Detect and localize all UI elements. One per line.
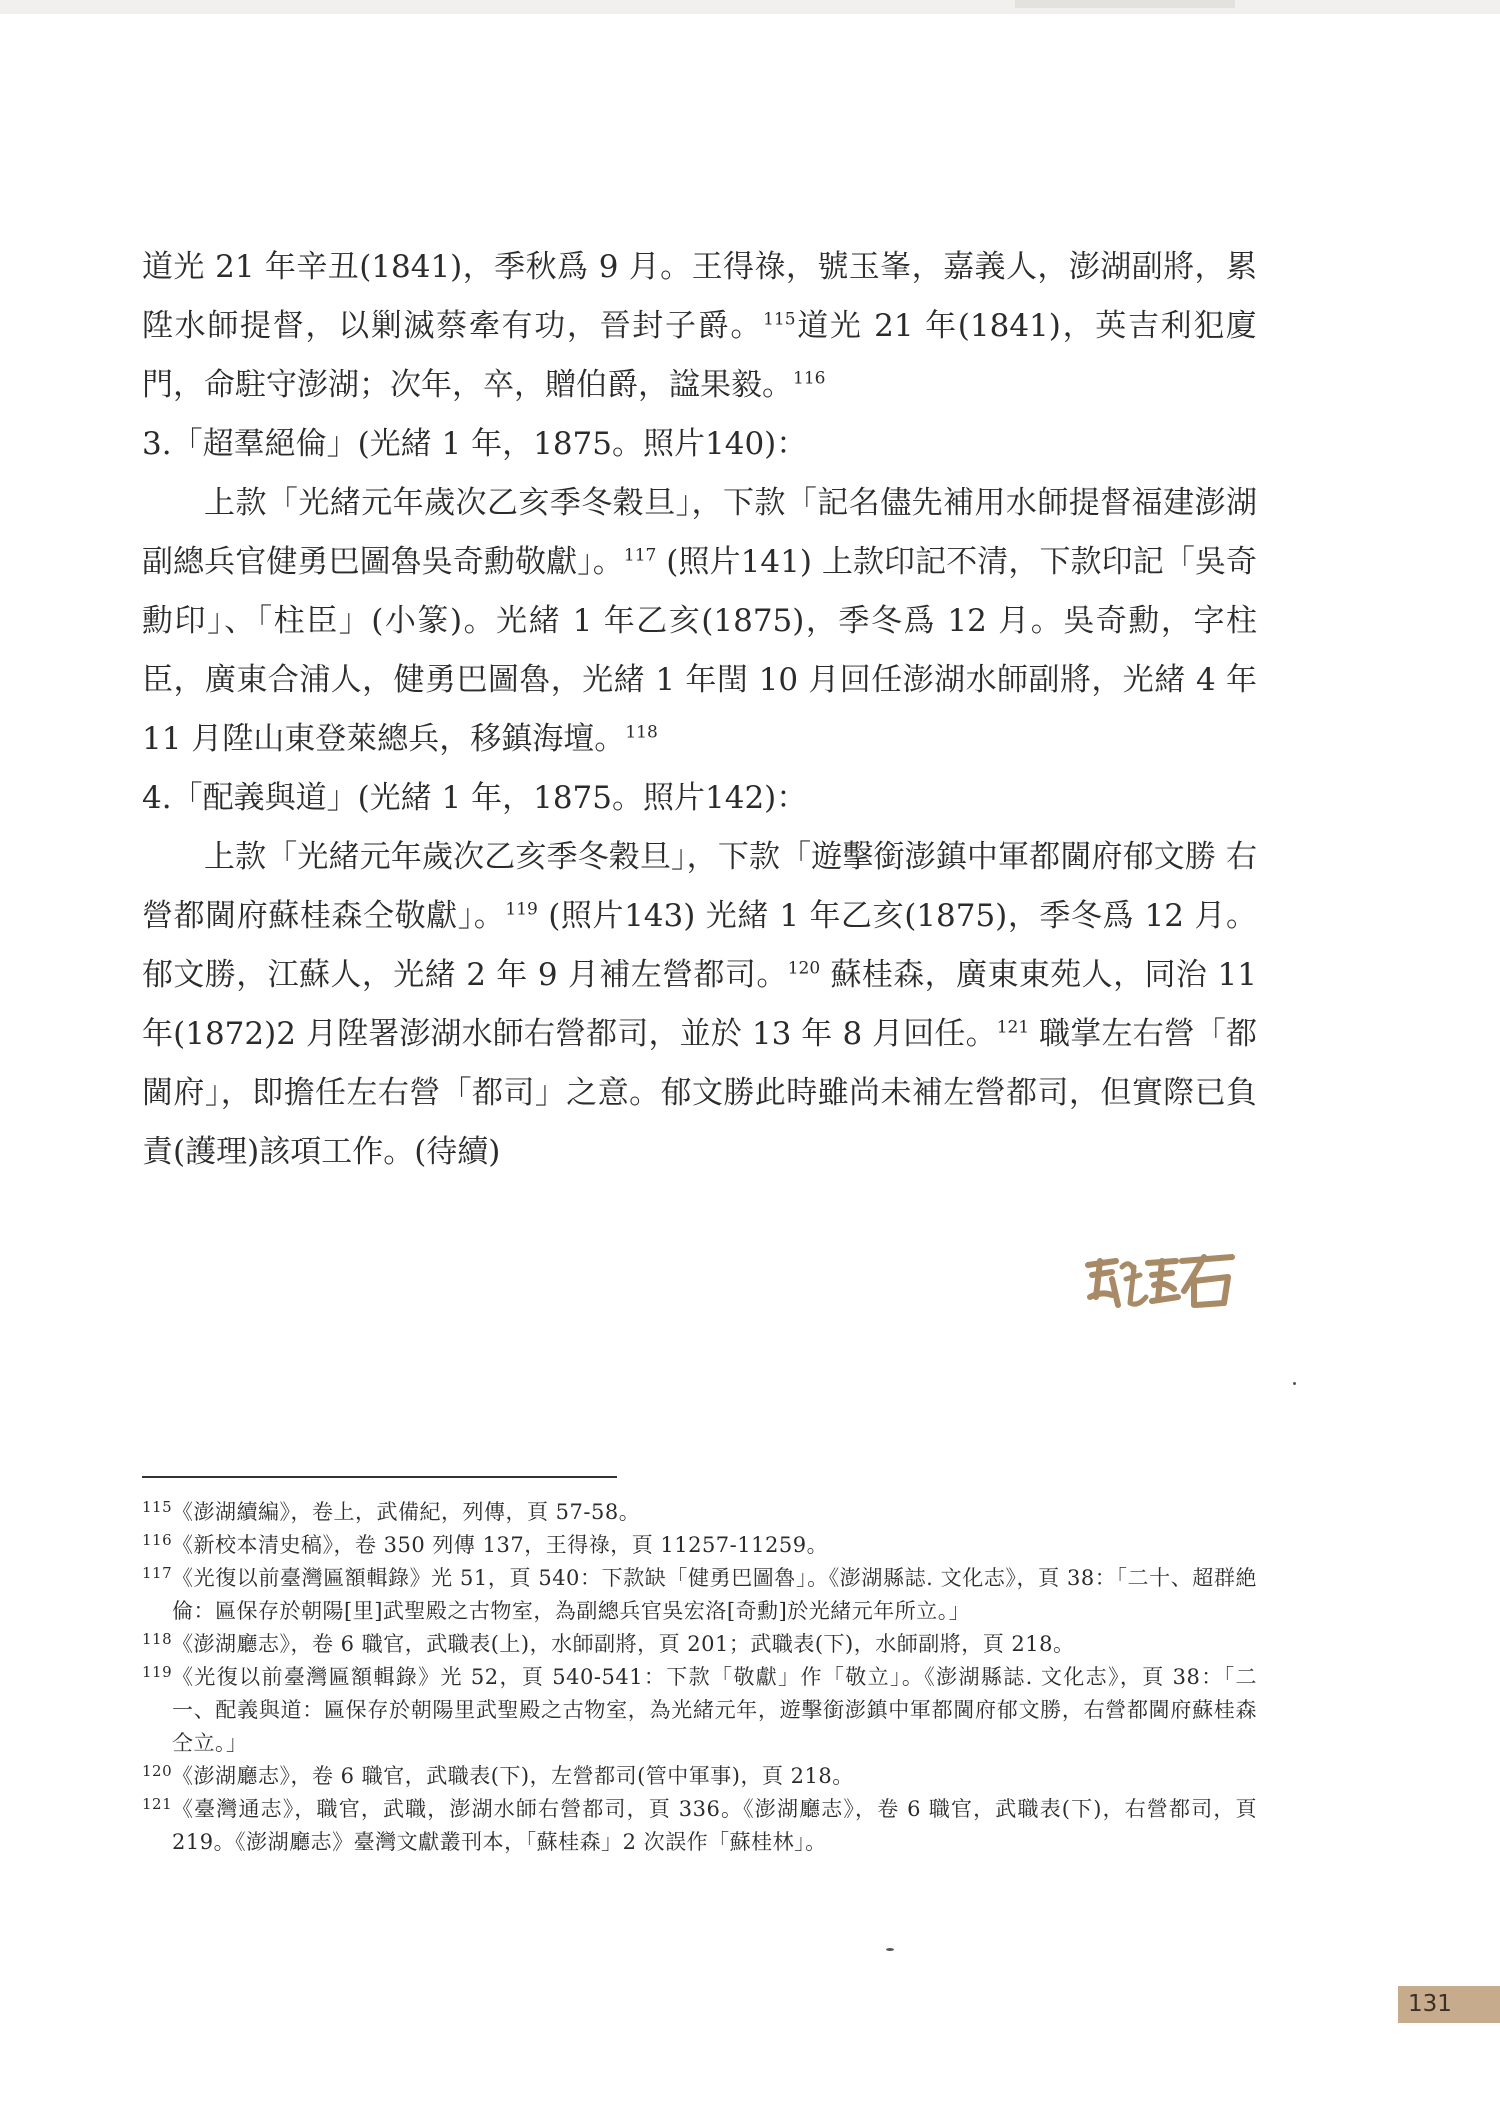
footnote-divider xyxy=(142,1476,617,1478)
list-item-3: 3.「超羣絕倫」(光緒 1 年，1875。照片140)： xyxy=(142,426,808,462)
list-item-4: 4.「配義與道」(光緒 1 年，1875。照片142)： xyxy=(142,780,808,816)
paragraph-2: 上款「光緒元年歲次乙亥季冬穀旦」，下款「記名儘先補用水師提督福建澎湖副總兵官健勇巴圖魯吳奇勳敬獻」。$^{117}$ (照片141) 上款印記不清，下款印記「吳奇勳印」、「柱臣」(小篆)。光緒 1 年乙亥(1875)，季冬爲 12 月。吳奇勳，字柱臣，廣東合浦人，健勇巴圖魯，光緒 1 年閏 10 月回任澎湖水師副將，光緒 4 年 11 月陞山東登萊總兵，移鎮海壇。$^{118}$ xyxy=(142,485,1257,757)
footnote-120: 120 《澎湖廳志》，卷 6 職官，武職表(下)，左營都司(管中軍事)，頁 218。 xyxy=(142,1762,854,1788)
footnotes xyxy=(142,1496,1257,1859)
footnote-119: 119 《光復以前臺灣匾額輯錄》光 52，頁 540-541：下款「敬獻」作「敬立」。《澎湖縣誌. 文化志》，頁 38：「二一、配義與道：匾保存於朝陽里武聖殿之古物室，為光緒元年，遊擊銜澎鎮中軍都閫府郁文勝，右營都閫府蘇桂森仝立。」 xyxy=(142,1663,1257,1755)
footnote-121: 121 《臺灣通志》，職官，武職，澎湖水師右營都司，頁 336。《澎湖廳志》，卷 6 職官，武職表(下)，右營都司，頁 219。《澎湖廳志》臺灣文獻叢刊本，「蘇桂森」2 次誤作「蘇桂林」。 xyxy=(142,1795,1257,1854)
paragraph-3: 上款「光緒元年歲次乙亥季冬穀旦」，下款「遊擊銜澎鎮中軍都閫府郁文勝 右營都閫府蘇桂森仝敬獻」。$^{119}$ (照片143) 光緒 1 年乙亥(1875)，季冬爲 12 月。郁文勝，江蘇人，光緒 2 年 9 月補左營都司。$^{120}$ 蘇桂森，廣東東苑人，同治 11 年(1872)2 月陞署澎湖水師右營都司，並於 13 年 8 月回任。$^{121}$ 職掌左右營「都閫府」，即擔任左右營「都司」之意。郁文勝此時雖尚未補左營都司，但實際已負責(護理)該項工作。(待續) xyxy=(142,839,1258,1170)
footnote-ref[interactable]: 118 xyxy=(625,722,658,743)
footnote-ref[interactable]: 116 xyxy=(793,368,826,389)
main-text xyxy=(142,238,1257,1182)
calligraphy-logo xyxy=(1082,1245,1242,1315)
footnote-117: 117 《光復以前臺灣匾額輯錄》光 51，頁 540：下款缺「健勇巴圖魯」。《澎湖縣誌. 文化志》，頁 38：「二十、超群絶倫：匾保存於朝陽[里]武聖殿之古物室，為副總兵官吳宏洛[奇勳]於光緒元年所立。」 xyxy=(142,1564,1257,1623)
footnote-118: 118 《澎湖廳志》，卷 6 職官，武職表(上)，水師副將，頁 201；武職表(下)，水師副將，頁 218。 xyxy=(142,1630,1075,1656)
paragraph-1: 道光 21 年辛丑(1841)，季秋爲 9 月。王得祿，號玉峯，嘉義人，澎湖副將，累陞水師提督，以剿滅蔡牽有功，晉封子爵。$^{115}$道光 21 年(1841)，英吉利犯廈門，命駐守澎湖；次年，卒，贈伯爵，諡果毅。$^{116}$ xyxy=(142,249,1258,403)
footnote-ref[interactable]: 117 xyxy=(623,545,657,566)
footnote-116: 116 《新校本清史稿》，卷 350 列傳 137，王得祿，頁 11257-11259。 xyxy=(142,1531,829,1557)
footnote-ref[interactable]: 115 xyxy=(763,309,796,330)
scan-speck xyxy=(886,1948,894,1951)
footnote-ref[interactable]: 121 xyxy=(996,1017,1030,1038)
scan-top-band xyxy=(0,0,1500,14)
footnote-ref[interactable]: 120 xyxy=(787,958,821,979)
footnote-115: 115 《澎湖續編》，卷上，武備紀，列傳，頁 57-58。 xyxy=(142,1498,641,1524)
scan-speck xyxy=(1293,1382,1296,1385)
footnote-ref[interactable]: 119 xyxy=(505,899,538,920)
scan-top-mark xyxy=(1015,0,1235,8)
page-number: 131 xyxy=(1398,1986,1500,2023)
